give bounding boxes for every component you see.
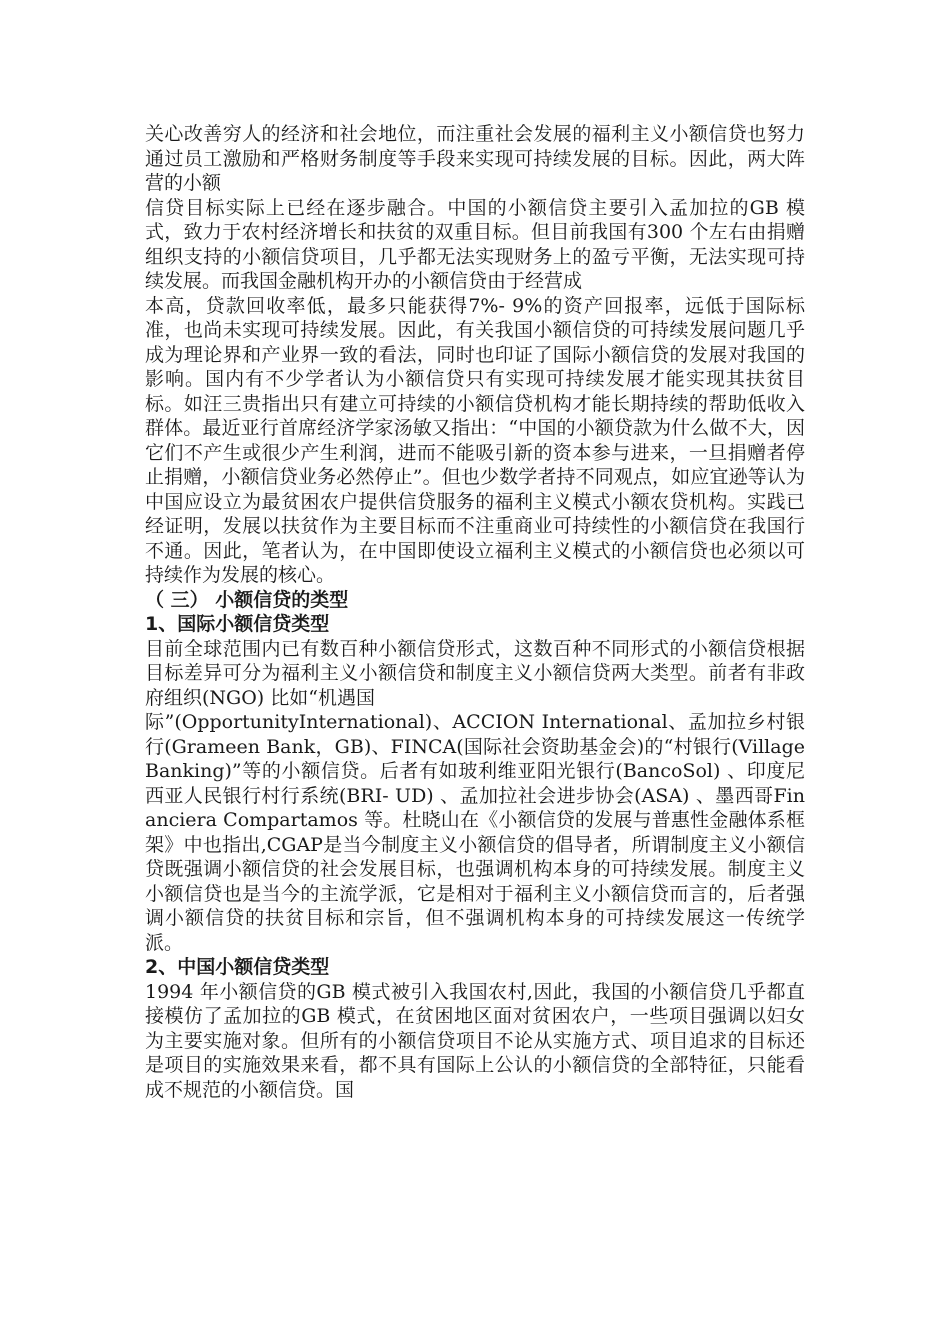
paragraph: 本高，贷款回收率低，最多只能获得7%- 9%的资产回报率，远低于国际标准，也尚未实现可持续发展。因此，有关我国小额信贷的可持续发展问题几乎成为理论界和产业界一致的看法，同时也印证了国际小额信贷的发展对我国的影响。国内有不少学者认为小额信贷只有实现可持续发展才能实现其扶贫目标。如汪三贵指出只有建立可持续的小额信贷机构才能长期持续的帮助低收入群体。最近亚行首席经济学家汤敏又指出：“中国的小额贷款为什么做不大，因它们不产生或很少产生利润，进而不能吸引新的资本参与进来，一旦捐赠者停止捐赠，小额信贷业务必然停止”。但也少数学者持不同观点，如应宜逊等认为中国应设立为最贫困农户提供信贷服务的福利主义模式小额农贷机构。实践已经证明，发展以扶贫作为主要目标而不注重商业可持续性的小额信贷在我国行不通。因此，笔者认为，在中国即使设立福利主义模式的小额信贷也必须以可持续作为发展的核心。 — [145, 294, 805, 586]
subsection-heading: 2、中国小额信贷类型 — [145, 956, 330, 978]
paragraph: 际”(OpportunityInternational)、ACCION International、孟加拉乡村银行(Grameen Bank，GB)、FINCA(国际社会资助基金会)的“村银行(Village Banking)”等的小额信贷。后者有如玻利维亚阳光银行(BancoSol) 、印度尼西亚人民银行村行系统(BRI- UD) 、孟加拉社会进步协会(ASA) 、墨西哥Financiera Compartamos 等。杜晓山在《小额信贷的发展与普惠性金融体系框架》中也指出,CGAP是当今制度主义小额信贷的倡导者，所谓制度主义小额信贷既强调小额信贷的社会发展目标，也强调机构本身的可持续发展。制度主义小额信贷也是当今的主流学派，它是相对于福利主义小额信贷而言的，后者强调小额信贷的扶贫目标和宗旨，但不强调机构本身的可持续发展这一传统学派。 — [145, 711, 805, 954]
document-page — [145, 122, 805, 1102]
paragraph: 关心改善穷人的经济和社会地位，而注重社会发展的福利主义小额信贷也努力通过员工激励和严格财务制度等手段来实现可持续发展的目标。因此，两大阵营的小额 — [145, 123, 805, 194]
paragraph: 信贷目标实际上已经在逐步融合。中国的小额信贷主要引入孟加拉的GB 模式，致力于农村经济增长和扶贫的双重目标。但目前我国有300 个左右由捐赠组织支持的小额信贷项目，几乎都无法实现财务上的盈亏平衡，无法实现可持续发展。而我国金融机构开办的小额信贷由于经营成 — [145, 196, 805, 292]
subsection-heading: 1、国际小额信贷类型 — [145, 613, 330, 635]
section-heading: （ 三） 小额信贷的类型 — [145, 588, 349, 611]
paragraph: 1994 年小额信贷的GB 模式被引入我国农村,因此，我国的小额信贷几乎都直接模仿了孟加拉的GB 模式，在贫困地区面对贫困农户，一些项目强调以妇女为主要实施对象。但所有的小额信贷项目不论从实施方式、项目追求的目标还是项目的实施效果来看，都不具有国际上公认的小额信贷的全部特征，只能看成不规范的小额信贷。国 — [145, 980, 805, 1101]
paragraph: 目前全球范围内已有数百种小额信贷形式，这数百种不同形式的小额信贷根据目标差异可分为福利主义小额信贷和制度主义小额信贷两大类型。前者有非政府组织(NGO) 比如“机遇国 — [145, 637, 805, 709]
